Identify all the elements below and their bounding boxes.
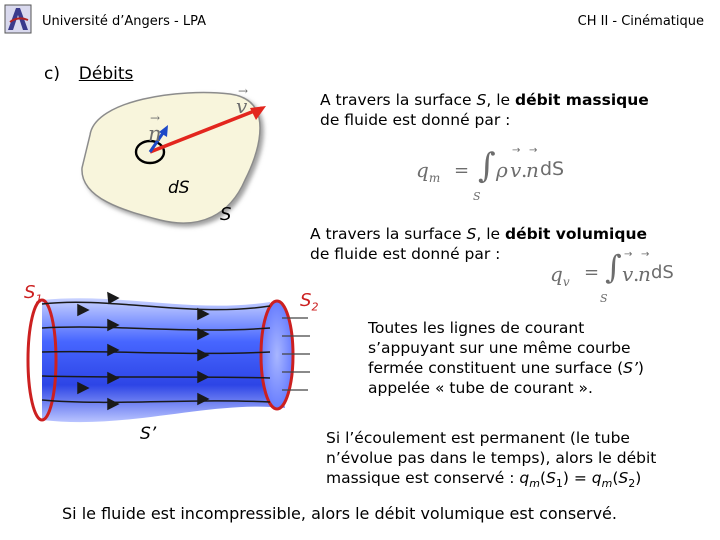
- header-right: CH II - Cinématique: [577, 14, 704, 29]
- section-title: Débits: [78, 64, 134, 84]
- label-ds: dS: [168, 178, 190, 198]
- label-s-prime: S’: [140, 424, 157, 444]
- label-n: → n: [148, 111, 162, 146]
- tube-body: [42, 298, 285, 422]
- stream-tube-figure: [20, 280, 320, 440]
- label-s2: $S_2$: [300, 290, 319, 314]
- university-logo: [4, 4, 32, 34]
- header-left: Université d’Angers - LPA: [42, 14, 206, 29]
- label-s1: $S_1$: [24, 282, 43, 306]
- massique-text: A travers la surface S, le débit massique de fluide est donné par :: [320, 91, 649, 129]
- section-marker: c): [44, 64, 60, 84]
- formula-volumique: $q_v$ = ∫ S → v . → n dS: [550, 248, 674, 305]
- surface-s: [82, 84, 260, 224]
- conclusion-text: Si le fluide est incompressible, alors le débit volumique est conservé.: [62, 504, 617, 523]
- section-s2-cap: [261, 301, 293, 409]
- surface-figure: [60, 80, 310, 240]
- label-s: S: [220, 204, 232, 225]
- tube-text: Toutes les lignes de courant s’appuyant sur une même courbe fermée constituent une surface (S’) appelée « tube de courant ».: [368, 319, 644, 397]
- permanent-text: Si l’écoulement est permanent (le tube n’évolue pas dans le temps), alors le débit massique est conservé : $q_m(S_1) = q_m(S_2)$: [326, 429, 657, 491]
- label-v: → v: [236, 84, 249, 118]
- formula-massique: $q_m$ = ∫ S ρ → v . → n dS: [416, 145, 565, 203]
- volumique-text: A travers la surface S, le débit volumique de fluide est donné par :: [310, 225, 648, 263]
